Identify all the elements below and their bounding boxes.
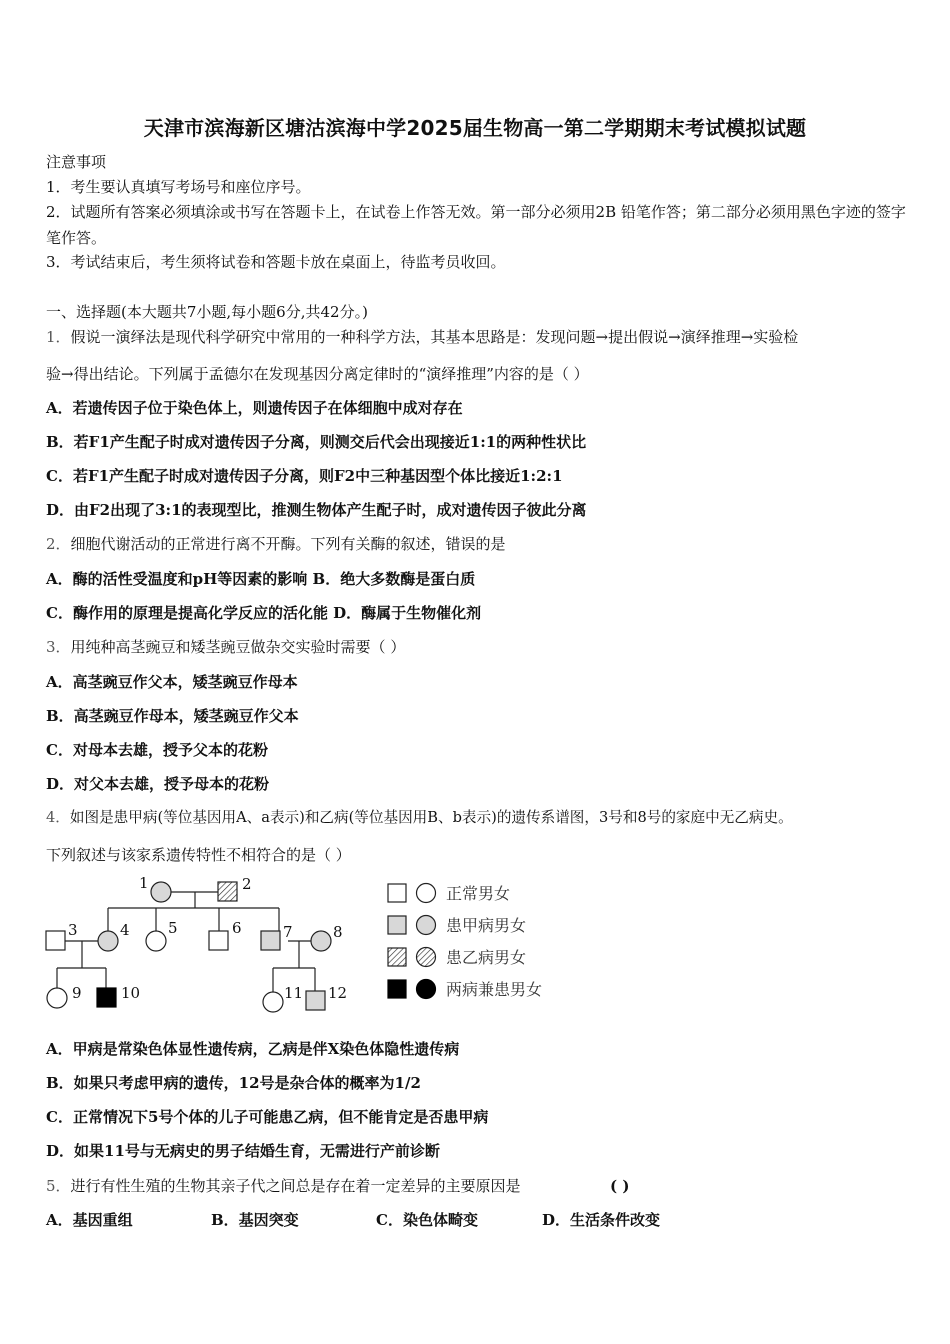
notice-heading: 注意事项 [46, 153, 107, 171]
label-1: 1 [139, 874, 149, 892]
q3-option-d: D．对父本去雄，授予母本的花粉 [46, 775, 270, 793]
section-heading: 一、选择题(本大题共7小题,每小题6分,共42分。) [46, 303, 368, 321]
individual-3 [46, 931, 65, 950]
notice-item-1: 1．考生要认真填写考场号和座位序号。 [46, 178, 311, 196]
question-2-text: 细胞代谢活动的正常进行离不开酶。下列有关酶的叙述，错误的是 [70, 535, 506, 553]
individual-1 [151, 882, 171, 902]
q2-options-cd: C．酶作用的原理是提高化学反应的活化能 D．酶属于生物催化剂 [46, 604, 482, 622]
q4-option-a: A．甲病是常染色体显性遗传病，乙病是伴X染色体隐性遗传病 [46, 1040, 460, 1058]
individual-12 [306, 991, 325, 1010]
question-3-stem [46, 637, 910, 657]
q1-option-a: A．若遗传因子位于染色体上，则遗传因子在体细胞中成对存在 [46, 399, 463, 417]
question-number: 5． [46, 1177, 71, 1195]
label-10: 10 [121, 984, 141, 1002]
individual-9 [47, 988, 67, 1008]
question-4-stem [46, 808, 910, 828]
individual-10 [97, 988, 116, 1007]
question-4-text: 如图是患甲病(等位基因用A、a表示)和乙病(等位基因用B、b表示)的遗传系谱图，3号和8号的家庭中无乙病史。 [69, 809, 793, 826]
question-2-stem [46, 534, 910, 554]
q1-option-c: C．若F1产生配子时成对遗传因子分离，则F2中三种基因型个体比接近1:2:1 [46, 467, 563, 485]
legend-normal: 正常男女 [446, 884, 511, 903]
q1-option-d: D．由F2出现了3:1的表现型比，推测生物体产生配子时，成对遗传因子彼此分离 [46, 501, 587, 519]
pedigree-chart [40, 870, 580, 1020]
individual-8 [311, 931, 331, 951]
question-number: 3． [46, 638, 71, 656]
individual-4 [98, 931, 118, 951]
label-6: 6 [232, 919, 242, 937]
q3-option-b: B．高茎豌豆作母本，矮茎豌豆作父本 [46, 707, 299, 725]
q4-option-b: B．如果只考虑甲病的遗传，12号是杂合体的概率为1/2 [46, 1074, 421, 1092]
question-1-stem-cont: 验→得出结论。下列属于孟德尔在发现基因分离定律时的“演绎推理”内容的是（ ） [46, 365, 589, 383]
legend-disease-b: 患乙病男女 [446, 948, 527, 967]
q4-option-d: D．如果11号与无病史的男子结婚生育，无需进行产前诊断 [46, 1142, 440, 1160]
q5-option-a: A．基因重组 [46, 1211, 133, 1229]
label-4: 4 [120, 921, 130, 939]
q2-options-ab: A．酶的活性受温度和pH等因素的影响 B．绝大多数酶是蛋白质 [46, 570, 476, 588]
exam-title: 天津市滨海新区塘沽滨海中学2025届生物高一第二学期期末考试模拟试题 [143, 116, 807, 140]
question-1-text: 假说一演绎法是现代科学研究中常用的一种科学方法，其基本思路是：发现问题→提出假说→演绎推理→实验检 [70, 328, 799, 346]
label-3: 3 [68, 921, 78, 939]
question-number: 1． [46, 328, 71, 346]
question-4-stem-cont: 下列叙述与该家系遗传特性不相符合的是（ ） [46, 846, 351, 864]
question-5-text: 进行有性生殖的生物其亲子代之间总是存在着一定差异的主要原因是 [70, 1177, 521, 1195]
question-3-text: 用纯种高茎豌豆和矮茎豌豆做杂交实验时需要（ ） [70, 638, 406, 656]
label-2: 2 [242, 875, 252, 893]
question-number: 4． [46, 809, 70, 826]
label-5: 5 [168, 919, 178, 937]
individual-11 [263, 992, 283, 1012]
notice-item-3: 3．考试结束后，考生须将试卷和答题卡放在桌面上，待监考员收回。 [46, 253, 506, 271]
individual-7 [261, 931, 280, 950]
question-1-stem [46, 327, 910, 347]
q5-option-d: D．生活条件改变 [542, 1211, 661, 1229]
q5-option-c: C．染色体畸变 [376, 1211, 478, 1229]
label-12: 12 [328, 984, 348, 1002]
legend-disease-a: 患甲病男女 [446, 916, 527, 935]
q3-option-c: C．对母本去雄，授予父本的花粉 [46, 741, 268, 759]
answer-bracket: ( ) [610, 1177, 630, 1195]
q3-option-a: A．高茎豌豆作父本，矮茎豌豆作母本 [46, 673, 298, 691]
label-7: 7 [283, 923, 293, 941]
legend-both: 两病兼患男女 [446, 980, 543, 999]
question-number: 2． [46, 535, 71, 553]
notice-item-2: 2．试题所有答案必须填涂或书写在答题卡上，在试卷上作答无效。第一部分必须用2B 铅笔作答；第二部分必须用黑色字迹的签字笔作答。 [46, 203, 906, 247]
label-11: 11 [284, 984, 304, 1002]
individual-6 [209, 931, 228, 950]
q5-option-b: B．基因突变 [211, 1211, 299, 1229]
label-8: 8 [333, 923, 343, 941]
individual-5 [146, 931, 166, 951]
q1-option-b: B．若F1产生配子时成对遗传因子分离，则测交后代会出现接近1:1的两种性状比 [46, 433, 587, 451]
question-5-stem [46, 1176, 910, 1196]
pedigree-legend [388, 884, 542, 1000]
label-9: 9 [72, 984, 82, 1002]
individual-2 [218, 882, 237, 901]
q4-option-c: C．正常情况下5号个体的儿子可能患乙病，但不能肯定是否患甲病 [46, 1108, 489, 1126]
